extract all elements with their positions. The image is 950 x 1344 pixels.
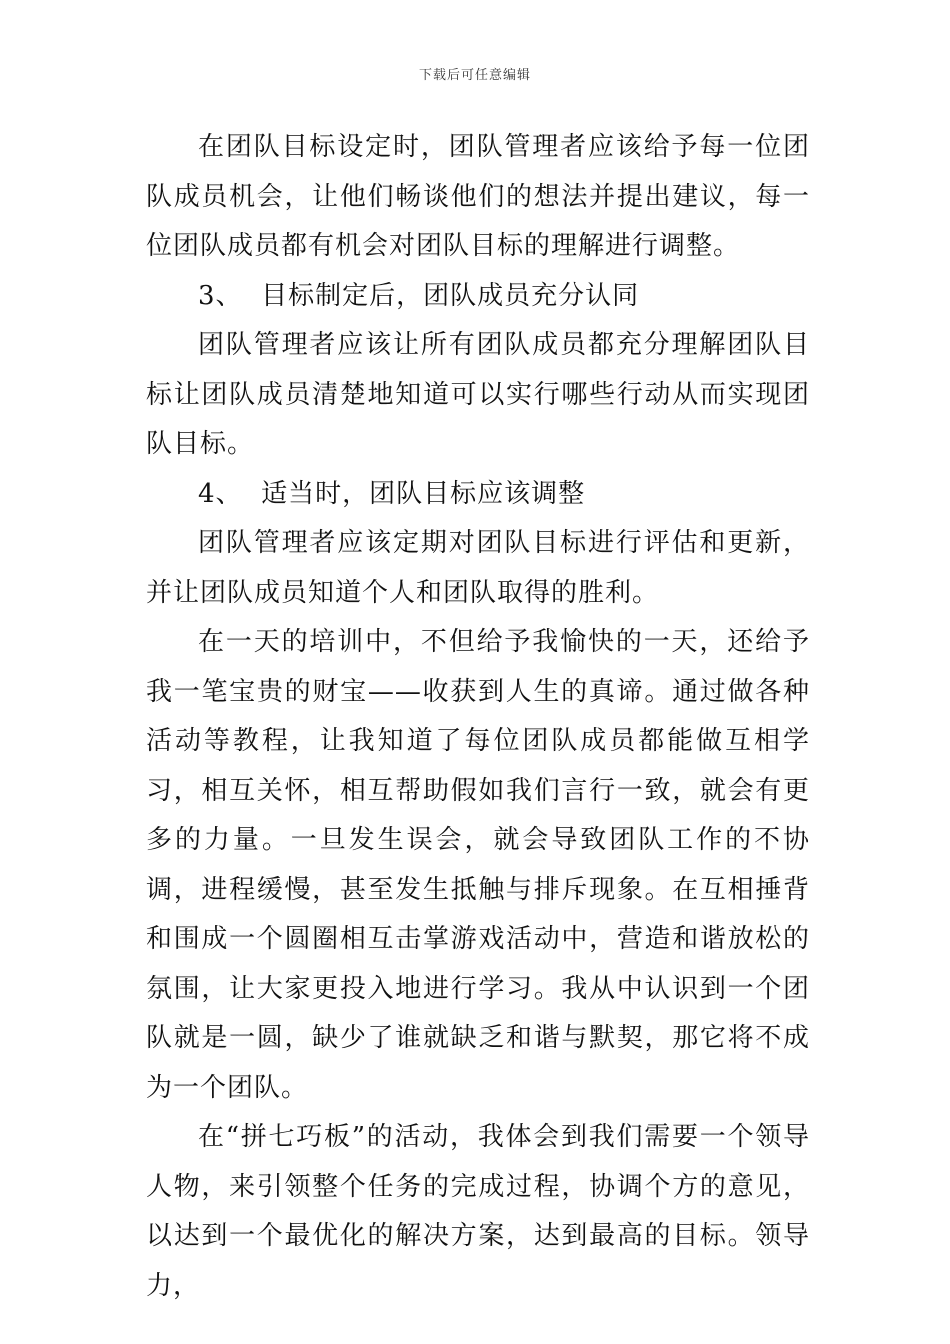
page-header: 下载后可任意编辑: [418, 68, 531, 83]
document-body: [146, 123, 810, 1311]
paragraph-tangram-activity: 在“拼七巧板”的活动，我体会到我们需要一个领导人物，来引领整个任务的完成过程，协调个方的意见，以达到一个最优化的解决方案，达到最高的目标。领导力，: [146, 1122, 810, 1301]
paragraph-goal-setting: 在团队目标设定时，团队管理者应该给予每一位团队成员机会，让他们畅谈他们的想法并提出建议，每一位团队成员都有机会对团队目标的理解进行调整。: [146, 132, 810, 261]
list-item-4: 4、 适当时，团队目标应该调整: [198, 478, 586, 509]
paragraph-training-day: 在一天的培训中，不但给予我愉快的一天，还给予我一笔宝贵的财宝——收获到人生的真谛。通过做各种活动等教程，让我知道了每位团队成员都能做互相学习，相互关怀，相互帮助假如我们言行一致，就会有更多的力量。一旦发生误会，就会导致团队工作的不协调，进程缓慢，甚至发生抵触与排斥现象。在互相捶背和围成一个圆圈相互击掌游戏活动中，营造和谐放松的氛围，让大家更投入地进行学习。我从中认识到一个团队就是一圆，缺少了谁就缺乏和谐与默契，那它将不成为一个团队。: [146, 627, 810, 1103]
paragraph-evaluation: 团队管理者应该定期对团队目标进行评估和更新，并让团队成员知道个人和团队取得的胜利。: [146, 528, 810, 608]
paragraph-full-understanding: 团队管理者应该让所有团队成员都充分理解团队目标让团队成员清楚地知道可以实行哪些行动从而实现团队目标。: [146, 330, 810, 459]
list-item-3: 3、 目标制定后，团队成员充分认同: [198, 280, 640, 311]
